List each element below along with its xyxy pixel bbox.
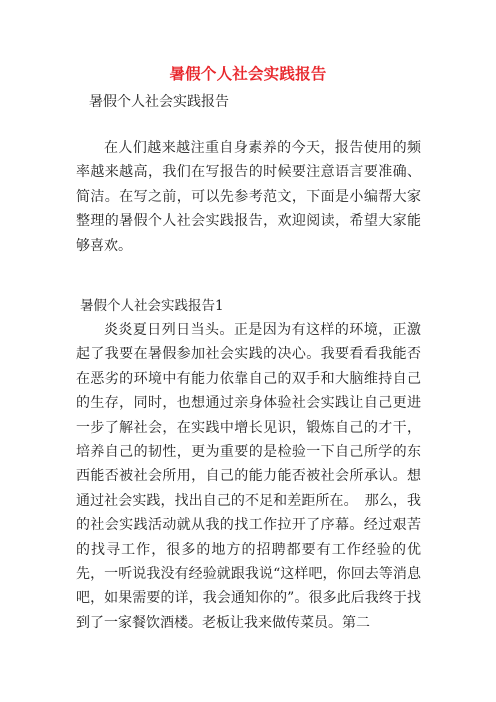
- intro-paragraph: 在人们越来越注重自身素养的今天，报告使用的频率越来越高，我们在写报告的时候要注意语言要准确、简洁。在写之前，可以先参考范文，下面是小编帮大家整理的暑假个人社会实践报告，欢迎阅读，希望大家能够喜欢。: [76, 140, 421, 254]
- document-subtitle: 暑假个人社会实践报告: [89, 94, 229, 110]
- section-heading: 暑假个人社会实践报告1: [80, 298, 224, 314]
- body-paragraph: 炎炎夏日列日当头。正是因为有这样的环境，正激起了我要在暑假参加社会实践的决心。我要看看我能否在恶劣的环境中有能力依靠自己的双手和大脑维持自己的生存，同时，也想通过亲身体验社会实践让自己更进一步了解社会，在实践中增长见识，锻炼自己的才干，培养自己的韧性，更为重要的是检验一下自己所学的东西能否被社会所用，自己的能力能否被社会所承认。想通过社会实践，找出自己的不足和差距所在。 那么，我的社会实践活动就从我的找工作拉开了序幕。经过艰苦的找寻工作，很多的地方的招聘都要有工作经验的优先，一听说我没有经验就跟我说“这样吧，你回去等消息吧，如果需要的详，我会通知你的”。很多此后我终于找到了一家餐饮酒楼。老板让我来做传菜员。第二: [76, 322, 421, 631]
- document-title: 暑假个人社会实践报告: [169, 65, 327, 83]
